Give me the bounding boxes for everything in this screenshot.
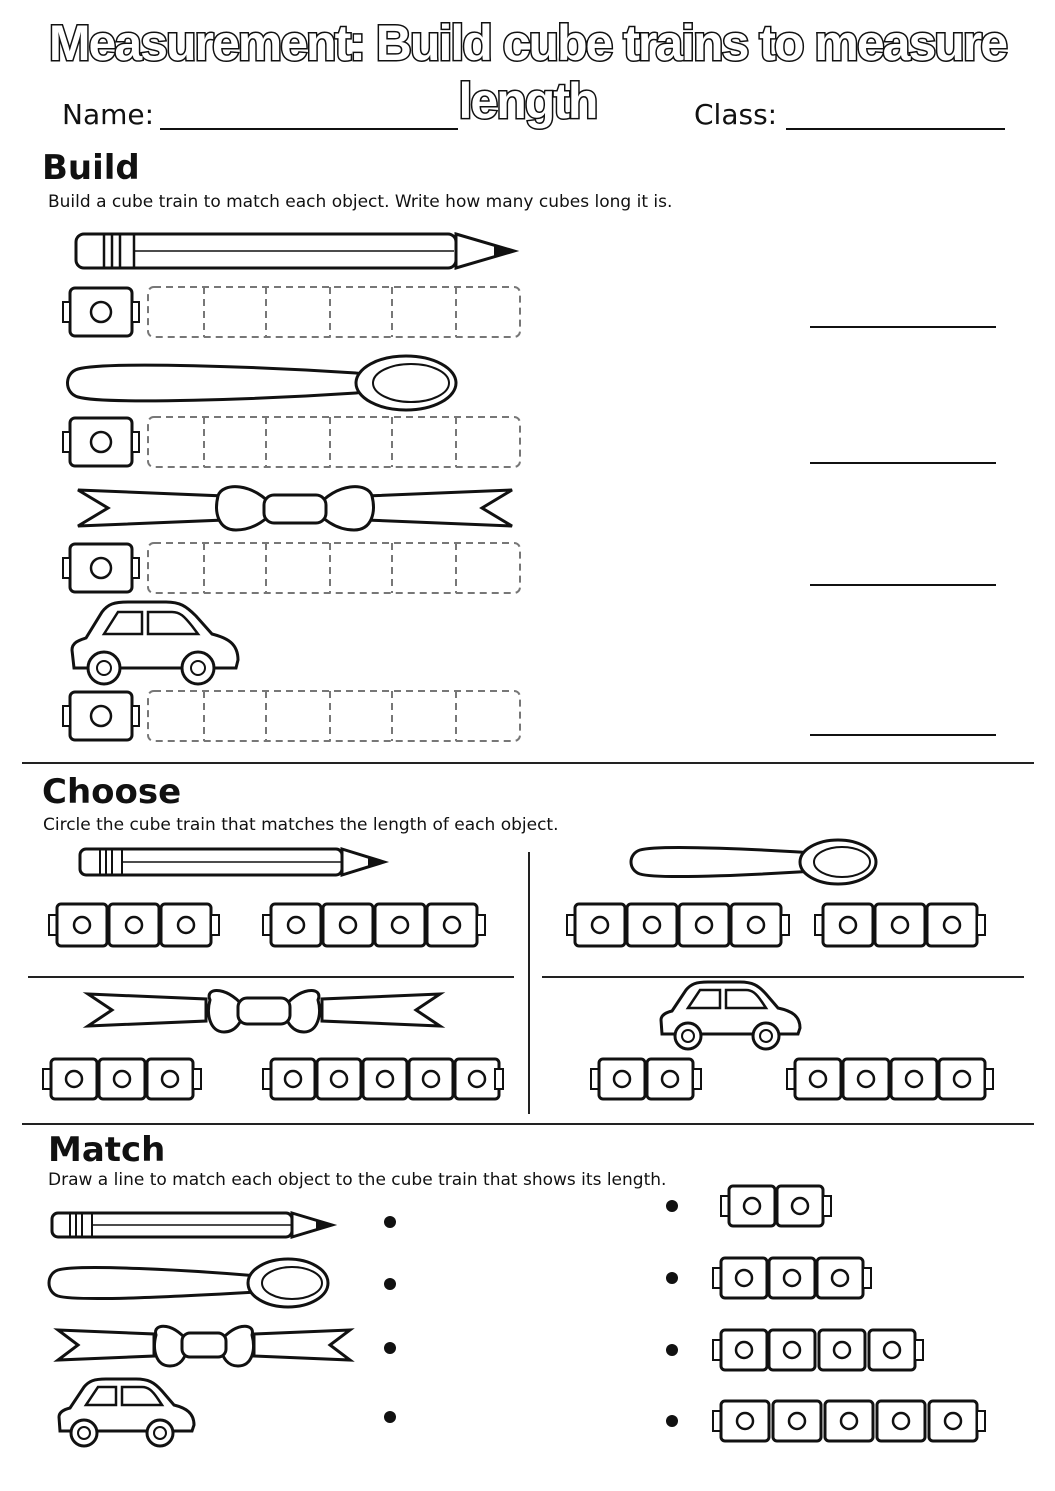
match-train-4 [712, 1326, 926, 1378]
answer-line-3[interactable] [810, 584, 996, 586]
section-divider [22, 1123, 1034, 1125]
cube-train-3 [814, 900, 986, 950]
dashed-cube-train [62, 688, 524, 744]
pencil-icon [50, 1210, 335, 1240]
match-train-2 [720, 1182, 836, 1234]
spoon-icon [630, 836, 880, 888]
choose-spoon-option-b[interactable] [814, 900, 986, 954]
match-train-dot-1[interactable] [666, 1200, 678, 1212]
ribbon-bow-icon [74, 482, 516, 534]
cube-train-2 [720, 1182, 836, 1230]
pencil-icon [74, 230, 519, 272]
choose-vertical-divider [528, 852, 530, 1114]
match-object-dot-1[interactable] [384, 1216, 396, 1228]
ribbon-bow-icon [54, 1322, 354, 1368]
match-heading: Match [48, 1130, 166, 1170]
match-instruction: Draw a line to match each object to the cube train that shows its length. [48, 1170, 667, 1190]
match-train-5 [712, 1397, 986, 1449]
cube-train-2 [590, 1055, 706, 1103]
match-object-dot-2[interactable] [384, 1278, 396, 1290]
build-train-3 [62, 540, 524, 600]
match-object-dot-3[interactable] [384, 1342, 396, 1354]
choose-spoon-option-a[interactable] [566, 900, 790, 954]
cube-train-5 [262, 1055, 504, 1103]
worksheet-title: Measurement: Build cube trains to measure length [48, 15, 1007, 129]
match-train-3 [712, 1254, 876, 1306]
choose-car-option-a[interactable] [590, 1055, 706, 1107]
cube-train-4 [566, 900, 790, 950]
cube-train-5 [712, 1397, 986, 1445]
match-object-dot-4[interactable] [384, 1411, 396, 1423]
cube-train-3 [712, 1254, 876, 1302]
match-train-dot-4[interactable] [666, 1415, 678, 1427]
dashed-cube-train [62, 414, 524, 470]
match-train-dot-3[interactable] [666, 1344, 678, 1356]
answer-line-2[interactable] [810, 462, 996, 464]
build-train-1 [62, 284, 524, 344]
spoon-icon [48, 1256, 333, 1310]
choose-heading: Choose [42, 772, 182, 812]
choose-car-option-b[interactable] [786, 1055, 998, 1107]
pencil-icon [78, 846, 388, 878]
class-label: Class: [694, 98, 778, 131]
build-train-4 [62, 688, 524, 748]
dashed-cube-train [62, 540, 524, 596]
car-icon [56, 1375, 196, 1449]
spoon-icon [66, 353, 461, 413]
choose-pencil-option-b[interactable] [262, 900, 486, 954]
class-field[interactable] [786, 128, 1005, 130]
answer-line-4[interactable] [810, 734, 996, 736]
answer-line-1[interactable] [810, 326, 996, 328]
cube-train-3 [42, 1055, 202, 1103]
build-instruction: Build a cube train to match each object. Write how many cubes long it is. [48, 192, 673, 212]
section-divider [22, 762, 1034, 764]
match-train-dot-2[interactable] [666, 1272, 678, 1284]
car-icon [658, 978, 802, 1052]
ribbon-bow-icon [84, 986, 444, 1034]
choose-pencil-option-a[interactable] [48, 900, 220, 954]
cube-train-3 [48, 900, 220, 950]
dashed-cube-train [62, 284, 524, 340]
choose-divider-left [28, 976, 514, 978]
build-heading: Build [42, 148, 140, 188]
cube-train-4 [712, 1326, 926, 1374]
car-icon [68, 598, 240, 688]
cube-train-4 [262, 900, 486, 950]
name-field[interactable] [160, 128, 458, 130]
build-train-2 [62, 414, 524, 474]
cube-train-4 [786, 1055, 998, 1103]
choose-instruction: Circle the cube train that matches the length of each object. [43, 815, 559, 835]
choose-bow-option-b[interactable] [262, 1055, 504, 1107]
name-label: Name: [62, 98, 155, 131]
choose-bow-option-a[interactable] [42, 1055, 202, 1107]
